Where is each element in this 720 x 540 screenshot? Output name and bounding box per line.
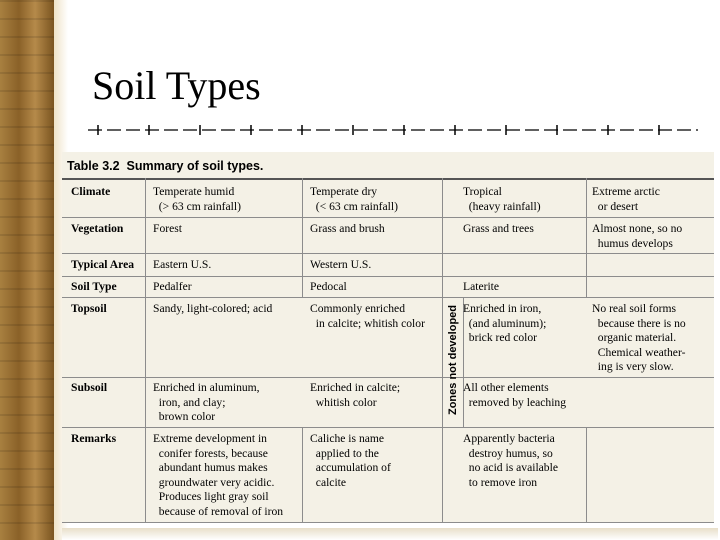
row-divider [62, 276, 714, 277]
row-header-soil-type: Soil Type [71, 280, 117, 293]
column-divider [586, 178, 587, 297]
table-cell: Apparently bacteria destroy humus, so no acid is available to remove iron [463, 432, 558, 489]
table-cell: Pedocal [310, 280, 347, 293]
row-header-subsoil: Subsoil [71, 381, 108, 394]
row-header-topsoil: Topsoil [71, 302, 107, 315]
decorative-sidebar [0, 0, 54, 540]
row-divider [62, 377, 714, 378]
table-cell: Eastern U.S. [153, 258, 212, 271]
table-cell: Enriched in aluminum, iron, and clay; brown color [153, 381, 260, 423]
table-cell: Enriched in calcite; whitish color [310, 381, 401, 409]
row-divider [62, 427, 714, 428]
table-cell: Extreme arctic or desert [592, 185, 660, 213]
table-caption-text: Summary of soil types. [126, 159, 264, 173]
table-cell: Grass and trees [463, 222, 534, 235]
table-cell: Grass and brush [310, 222, 385, 235]
bottom-decorative-bar [62, 528, 718, 540]
table-cell: Caliche is name applied to the accumulation of calcite [310, 432, 391, 489]
row-header-typical-area: Typical Area [71, 258, 135, 271]
rotated-label-text: Zones not developed [447, 304, 459, 416]
table-cell: Almost none, so no humus develops [592, 222, 683, 250]
table-cell: Forest [153, 222, 182, 235]
row-header-remarks: Remarks [71, 432, 117, 445]
row-divider [62, 297, 714, 298]
table-cell: Laterite [463, 280, 500, 293]
table-caption [67, 159, 263, 173]
table-cell: Temperate humid (> 63 cm rainfall) [153, 185, 241, 213]
column-divider [145, 178, 146, 522]
table-cell: Sandy, light-colored; acid [153, 302, 273, 315]
table-cell: Enriched in iron, (and aluminum); brick red color [463, 302, 547, 344]
column-divider [586, 427, 587, 522]
table-cell: Commonly enriched in calcite; whitish color [310, 302, 425, 330]
table-cell: No real soil forms because there is no organic material. Chemical weather- ing is very slow. [592, 302, 686, 373]
decorative-rule [88, 123, 698, 137]
table-cell: All other elements removed by leaching [463, 381, 567, 409]
slide-title: Soil Types [92, 63, 261, 108]
row-divider [62, 217, 714, 218]
table-cell: Temperate dry (< 63 cm rainfall) [310, 185, 398, 213]
row-header-vegetation: Vegetation [71, 222, 124, 235]
column-divider [302, 427, 303, 522]
table-bottom-border [62, 522, 714, 523]
row-header-climate: Climate [71, 185, 111, 198]
row-divider [62, 253, 714, 254]
table-cell: Pedalfer [153, 280, 192, 293]
table-cell: Tropical (heavy rainfall) [463, 185, 541, 213]
table-cell: Extreme development in conifer forests, because abundant humus makes groundwater very acidic. Produces light gray soil because of removal of iron [153, 432, 284, 518]
column-divider [302, 178, 303, 297]
soil-summary-table [62, 152, 714, 523]
rotated-label-zones [443, 300, 463, 420]
table-caption-label: Table 3.2 [67, 159, 120, 173]
table-top-border [62, 178, 714, 180]
table-cell: Western U.S. [310, 258, 372, 271]
